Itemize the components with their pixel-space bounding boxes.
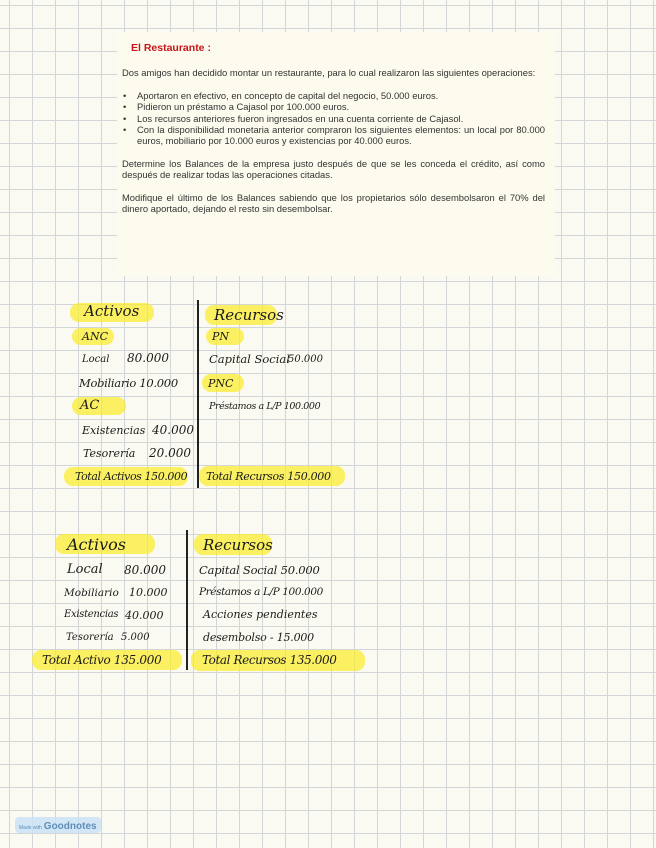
mobiliario-value: 10.000 — [129, 586, 168, 599]
operation-item: • Pidieron un préstamo a Cajasol por 100.000 euros. — [122, 101, 545, 112]
made-with-label: Made with — [19, 825, 42, 831]
tesoreria-label: Tesorería — [83, 447, 136, 460]
tesoreria-value: 20.000 — [149, 446, 191, 460]
goodnotes-badge — [15, 817, 101, 833]
operation-item: • Aportaron en efectivo, en concepto de capital del negocio, 50.000 euros. — [122, 90, 545, 101]
pn-label: PN — [212, 330, 230, 343]
operations-list — [122, 90, 545, 147]
goodnotes-logo: Goodnotes — [43, 821, 97, 832]
local-label: Local — [67, 562, 103, 577]
desembolso-line: desembolso - 15.000 — [203, 631, 314, 644]
operation-item: • Los recursos anteriores fueron ingresados en una cuenta corriente de Cajasol. — [122, 113, 545, 124]
anc-label: ANC — [82, 330, 108, 343]
exercise-title: El Restaurante : — [131, 42, 211, 54]
operation-item: • Con la disponibilidad monetaria anterior compraron los siguientes elementos: un local por 80.000 euros, mobiliario por 10.000 euros y existencias por 40.000 euros. — [122, 124, 545, 147]
prestamos-line: Préstamos a L/P 100.000 — [209, 401, 321, 412]
tesoreria-value: 5.000 — [121, 632, 150, 643]
activos-heading: Activos — [67, 535, 126, 554]
task-balances: Determine los Balances de la empresa justo después de que se les conceda el crédito, así como después de realizar todas las operaciones citadas. — [122, 157, 545, 181]
capital-social-value: 50.000 — [288, 354, 323, 365]
acciones-pendientes-line: Acciones pendientes — [203, 608, 318, 621]
total-recursos: Total Recursos 150.000 — [206, 470, 331, 483]
tesoreria-label: Tesorería — [66, 632, 114, 643]
exercise-intro: Dos amigos han decidido montar un restaurante, para lo cual realizaron las siguientes operaciones: — [122, 67, 536, 79]
activos-heading: Activos — [84, 302, 140, 320]
existencias-value: 40.000 — [125, 609, 164, 622]
t-account-divider — [186, 530, 188, 670]
total-activos: Total Activos 150.000 — [75, 470, 188, 483]
local-value: 80.000 — [124, 563, 166, 577]
ac-label: AC — [80, 398, 100, 413]
t-account-divider — [197, 300, 199, 488]
total-activo: Total Activo 135.000 — [42, 653, 162, 667]
mobiliario-label: Mobiliario — [64, 587, 119, 599]
local-value: 80.000 — [127, 351, 169, 365]
exercise-statement — [117, 32, 555, 276]
existencias-label: Existencias — [82, 424, 146, 437]
recursos-heading: Recursos — [214, 306, 284, 324]
existencias-value: 40.000 — [152, 423, 194, 437]
total-recursos: Total Recursos 135.000 — [202, 653, 337, 667]
existencias-label: Existencias — [64, 609, 119, 620]
task-modify: Modifique el último de los Balances sabiendo que los propietarios sólo desembolsaron el 70% del dinero aportado, dejando el resto sin desembolsar. — [122, 191, 545, 215]
local-label: Local — [82, 354, 110, 365]
prestamos-line: Préstamos a L/P 100.000 — [199, 586, 323, 598]
recursos-heading: Recursos — [203, 536, 273, 554]
capital-social-line: Capital Social 50.000 — [199, 563, 320, 577]
capital-social-label: Capital Social — [209, 352, 290, 366]
pnc-label: PNC — [208, 377, 234, 390]
mobiliario-line: Mobiliario 10.000 — [79, 376, 178, 390]
